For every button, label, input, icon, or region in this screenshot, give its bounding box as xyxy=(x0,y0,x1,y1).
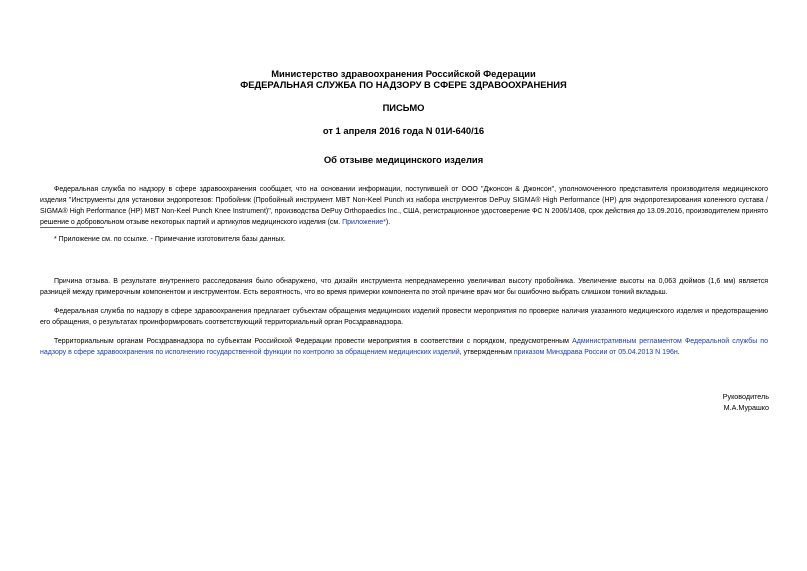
document-date-number: от 1 апреля 2016 года N 01И-640/16 xyxy=(322,125,485,136)
appendix-link[interactable]: Приложение* xyxy=(342,219,386,226)
service-title: ФЕДЕРАЛЬНАЯ СЛУЖБА ПО НАДЗОРУ В СФЕРЕ ЗДРАВООХРАНЕНИЯ xyxy=(240,79,567,90)
order-link[interactable]: приказом Минздрава России от 05.04.2013 N 196н xyxy=(513,349,678,356)
regulation-link[interactable]: Административным регламентом Федеральной службы по надзору в сфере здравоохранения по исполнению государственной функции по контролю за обращением медицинских изделий xyxy=(40,338,768,356)
paragraph-instruction xyxy=(40,336,768,358)
footnote-divider xyxy=(40,227,104,228)
paragraph-notice xyxy=(40,184,768,228)
document-subject: Об отзыве медицинского изделия xyxy=(323,154,484,165)
paragraph-reason xyxy=(40,276,768,298)
paragraph-notice-text: Федеральная служба по надзору в сфере здравоохранения сообщает, что на основании информации, поступившей от ООО "Джонсон & Джонсон", уполномоченного представителя производителя медицинского изделия "Инструменты для установки эндопротезов: Пробойник (Пробойный инструмент MBT Non-Keel Punch из набора инструментов DePuy SIGMA® High Performance (HP) для эндопротезирования коленного сустава / SIGMA® High Performance (HP) MBT Non-Keel Punch Knee Instrument)", производства DePuy Orthopaedics Inc., США, регистрационное удостоверение ФС N 2006/1408, срок действия до 13.09.2016, производителем принято решение о добровольном отзыве некоторых партий и артикулов медицинского изделия (см. xyxy=(40,186,768,226)
signature-title: Руководитель xyxy=(722,392,769,401)
ministry-title: Министерство здравоохранения Российской Федерации xyxy=(271,68,536,79)
paragraph-notice-tail: ). xyxy=(385,219,391,226)
paragraph-instruction-tail: . xyxy=(677,349,680,356)
paragraph-reason-text: Причина отзыва. В результате внутреннего расследования было обнаружено, что дизайн инструмента непреднамеренно увеличивал высоту пробойника. Увеличение высоты на 0,063 дюймов (1,6 мм) является разницей между примерочным компонентом и инструментом. Есть вероятность, что во время примерки компонента по этой причине врач мог бы ошибочно выбрать слишком тонкий вкладыш. xyxy=(40,278,768,296)
footnote: * Приложение см. по ссылке. - Примечание изготовителя базы данных. xyxy=(54,236,286,243)
signature-name: М.А.Мурашко xyxy=(723,403,769,412)
paragraph-proposal-text: Федеральная служба по надзору в сфере здравоохранения предлагает субъектам обращения медицинских изделий провести мероприятия по проверке наличия указанного медицинского изделия и предотвращению его обращения, о результатах проинформировать соответствующий территориальный орган Росздравнадзора. xyxy=(40,308,768,326)
document-type: ПИСЬМО xyxy=(382,102,425,113)
paragraph-proposal xyxy=(40,306,768,328)
paragraph-instruction-text: Территориальным органам Росздравнадзора по субъектам Российской Федерации провести мероприятия в соответствии с порядком, предусмотренным xyxy=(54,338,573,345)
paragraph-instruction-mid: , утвержденным xyxy=(459,349,514,356)
